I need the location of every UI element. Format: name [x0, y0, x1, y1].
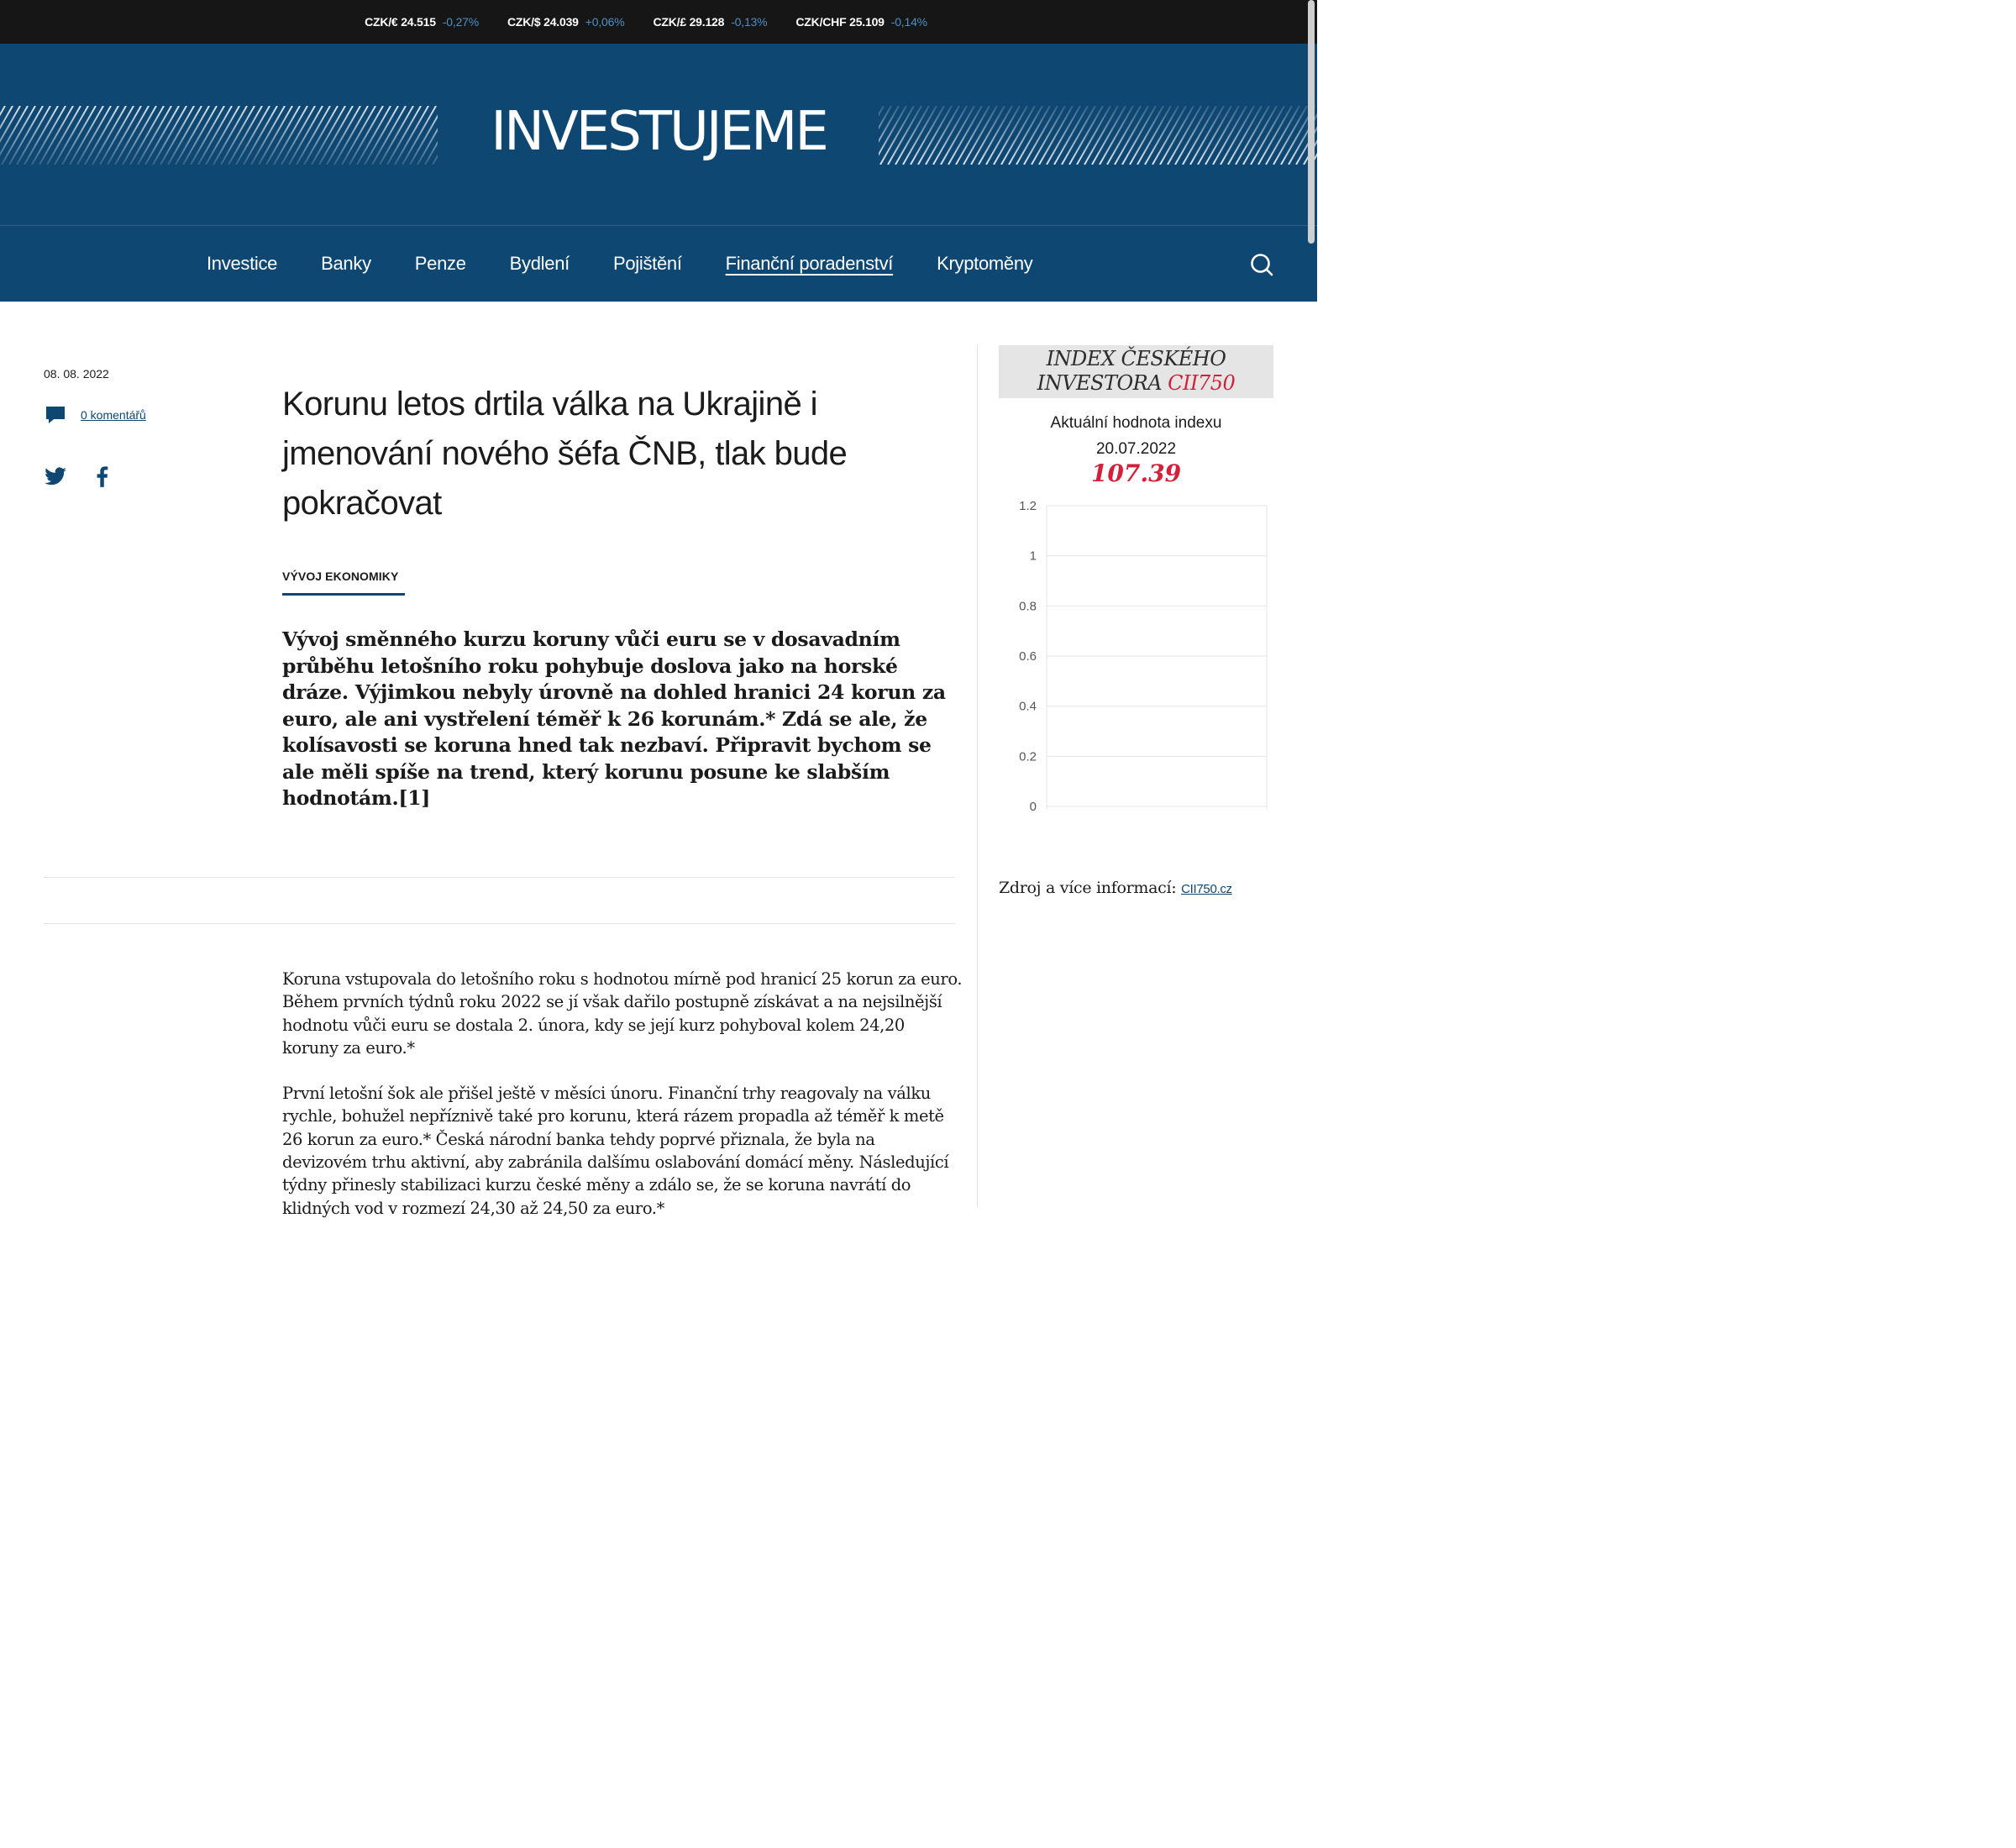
nav-items	[185, 226, 1055, 302]
source-info	[999, 879, 1232, 897]
ticker-pair: CZK/£ 29.128	[653, 15, 725, 29]
currency-ticker	[0, 0, 1317, 44]
twitter-icon[interactable]	[44, 465, 67, 488]
chart-y-tick-label: 0.6	[1019, 649, 1037, 664]
ticker-item	[653, 15, 767, 29]
category-underline	[282, 593, 405, 596]
article-category[interactable]: VÝVOJ EKONOMIKY	[282, 570, 399, 583]
index-widget-title-text: INDEX ČESKÉHO INVESTORA	[1037, 347, 1226, 395]
ticker-change: +0,06%	[585, 15, 625, 29]
masthead	[0, 44, 1317, 225]
nav-item-penze[interactable]: Penze	[414, 253, 466, 274]
ticker-pair: CZK/CHF 25.109	[795, 15, 885, 29]
chart-y-tick-label: 0.8	[1019, 599, 1037, 614]
ticker-change: -0,13%	[731, 15, 768, 29]
ticker-item	[795, 15, 927, 29]
chart-y-tick-label: 0	[1029, 800, 1037, 814]
scrollbar[interactable]	[1308, 0, 1315, 244]
ticker-item	[365, 15, 479, 29]
chart-y-tick-label: 1	[1029, 549, 1037, 564]
article-date: 08. 08. 2022	[44, 367, 109, 381]
index-chart	[999, 496, 1273, 815]
comment-icon[interactable]	[44, 403, 67, 427]
nav-item-kryptoměny[interactable]: Kryptoměny	[937, 253, 1033, 274]
ticker-change: -0,27%	[442, 15, 479, 29]
main-navigation	[0, 225, 1317, 302]
ticker-pair: CZK/$ 24.039	[507, 15, 579, 29]
index-widget-subtitle	[999, 410, 1273, 462]
ticker-pair: CZK/€ 24.515	[365, 15, 436, 29]
index-widget-date: 20.07.2022	[1095, 440, 1177, 458]
index-widget-brand: CII750	[1168, 371, 1236, 395]
source-label: Zdroj a více informací:	[999, 879, 1182, 897]
nav-item-investice[interactable]: Investice	[207, 253, 278, 274]
comments-link[interactable]: 0 komentářů	[81, 408, 146, 422]
nav-item-banky[interactable]: Banky	[321, 253, 371, 274]
ticker-item	[507, 15, 624, 29]
nav-item-pojištění[interactable]: Pojištění	[612, 253, 682, 274]
index-widget-caption: Aktuální hodnota indexu	[1050, 414, 1222, 432]
share-buttons	[44, 465, 114, 488]
source-link[interactable]: CII750.cz	[1181, 882, 1232, 896]
divider	[44, 923, 955, 924]
article-perex: Vývoj směnného kurzu koruny vůči euru se v dosavadním průběhu letošního roku pohybuje doslova jako na horské dráze. Výjimkou nebyly úrovně na dohled hranici 24 korun za euro, ale ani vystřelení téměř k 26 korunám.* Zdá se ale, že kolísavosti se koruna hned tak nezbaví. Připravit bychom se ale měli spíše na trend, který korunu posune ke slabším hodnotám.[1]	[282, 627, 946, 810]
index-widget-value: 107.39	[1090, 459, 1182, 487]
ticker-change: -0,14%	[890, 15, 927, 29]
chart-y-tick-label: 0.4	[1019, 699, 1037, 714]
chart-y-tick-label: 0.2	[1019, 749, 1037, 764]
article-paragraph: Koruna vstupovala do letošního roku s hodnotou mírně pod hranicí 25 korun za euro. Během prvních týdnů roku 2022 se jí však dařilo postupně získávat a na nejsilnější hodnotu vůči euru se dostala 2. února, kdy se její kurz pohyboval kolem 24,20 koruny za euro.*	[282, 969, 963, 1058]
chart-y-tick-label: 1.2	[1019, 499, 1037, 513]
facebook-icon[interactable]	[91, 465, 114, 488]
index-widget-title	[999, 345, 1273, 398]
nav-item-finanční-poradenství[interactable]: Finanční poradenství	[725, 253, 894, 274]
nav-item-bydlení[interactable]: Bydlení	[509, 253, 570, 274]
article-paragraph: První letošní šok ale přišel ještě v měsíci únoru. Finanční trhy reagovaly na válku rychle, bohužel nepříznivě také pro korunu, která rázem propadla až téměř k metě 26 korun za euro.* Česká národní banka tehdy poprvé přiznala, že byla na devizovém trhu aktivní, aby zabránila dalšímu oslabování domácí měny. Následující týdny přinesly stabilizaci kurzu české měny a zdálo se, že se koruna navrátí do klidných vod v rozmezí 24,30 až 24,50 za euro.*	[282, 1084, 949, 1218]
site-logo[interactable]: INVESTUJEME	[491, 101, 827, 163]
comments-link-group[interactable]	[44, 403, 146, 427]
decorative-stripes-right	[879, 106, 1317, 165]
article-title: Korunu letos drtila válka na Ukrajině i jmenování nového šéfa ČNB, tlak bude pokračovat	[282, 386, 848, 522]
sidebar-separator	[977, 344, 978, 1207]
search-icon[interactable]	[1250, 253, 1273, 276]
divider	[44, 877, 955, 878]
article-body	[282, 968, 963, 1242]
